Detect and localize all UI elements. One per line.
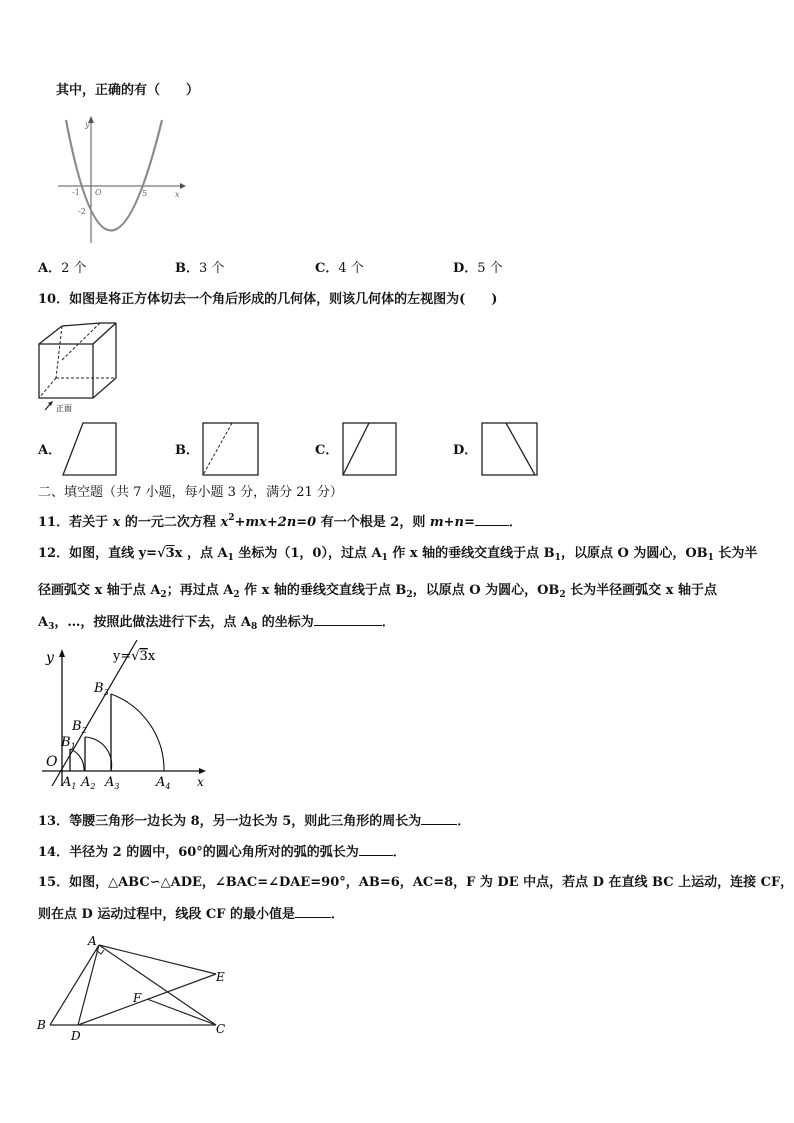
q10-option-a-figure bbox=[61, 421, 119, 477]
cube-edge bbox=[93, 323, 116, 344]
option-c: C．4 个 bbox=[315, 261, 364, 276]
segment-ad bbox=[78, 945, 99, 1025]
label-b1: $B_1$ bbox=[61, 735, 76, 751]
square bbox=[203, 423, 258, 475]
arc-2 bbox=[85, 737, 112, 771]
parabola-graph bbox=[58, 115, 190, 245]
label-f: F bbox=[133, 991, 142, 1005]
label-a1: $A_1$ bbox=[62, 775, 77, 791]
question-15-line1: 15．如图，△ABC∽△ADE，∠BAC=∠DAE=90°，AB=6，AC=8，F 为 DE 中点，若点 D 在直线 BC 上运动，连接 CF， bbox=[38, 875, 794, 890]
segment-ab bbox=[50, 945, 99, 1025]
segment-ac bbox=[99, 945, 216, 1025]
question-11: 11．若关于 x 的一元二次方程 $x^2+mx+2n=0$ 有一个根是 2，则 m+n= ． bbox=[38, 513, 522, 530]
answer-blank bbox=[475, 513, 509, 526]
trapezoid bbox=[63, 423, 116, 475]
x-axis-arrow bbox=[199, 768, 206, 774]
tick-neg1: -1 bbox=[72, 188, 80, 197]
answer-blank bbox=[421, 812, 457, 825]
section-title: 二、填空题（共 7 小题，每小题 3 分，满分 21 分） bbox=[38, 485, 343, 500]
q10-option-b-figure bbox=[201, 421, 260, 477]
solid-line bbox=[343, 423, 369, 475]
label-e: E bbox=[216, 970, 225, 984]
cube-edge bbox=[62, 323, 100, 326]
x-axis-label: x bbox=[197, 775, 204, 789]
origin-label: O bbox=[95, 188, 102, 197]
label-b2: $B_2$ bbox=[72, 719, 87, 735]
q10-option-d-figure bbox=[480, 421, 539, 477]
label-b: B bbox=[37, 1018, 46, 1032]
cut-cube-figure bbox=[36, 320, 126, 416]
line-equation-label: y=√3x bbox=[113, 649, 156, 664]
segment-ae bbox=[99, 945, 216, 974]
origin-label: O bbox=[46, 754, 58, 770]
hidden-edge bbox=[39, 378, 56, 398]
arc-sequence-figure bbox=[40, 640, 215, 792]
q10-option-a-label: A． bbox=[38, 443, 62, 458]
dashed-line bbox=[203, 423, 232, 475]
question-14: 14．半径为 2 的圆中，60°的圆心角所对的弧的弧长为 ． bbox=[38, 845, 406, 860]
tick-5: 5 bbox=[142, 189, 148, 198]
cube-front-face bbox=[39, 344, 93, 398]
label-a: A bbox=[88, 934, 97, 948]
label-a2: $A_2$ bbox=[81, 775, 96, 791]
label-c: C bbox=[216, 1022, 226, 1036]
question-15-line2: 则在点 D 运动过程中，线段 CF 的最小值是 ． bbox=[38, 907, 344, 922]
label-b3: $B_3$ bbox=[94, 681, 109, 697]
label-a4: $A_4$ bbox=[156, 775, 171, 791]
hidden-edge bbox=[62, 323, 100, 360]
q10-option-d-label: D． bbox=[453, 443, 478, 458]
solid-line bbox=[506, 423, 535, 475]
segment-cf bbox=[147, 999, 216, 1025]
answer-blank bbox=[359, 843, 393, 856]
cube-edge bbox=[39, 326, 62, 344]
label-d: D bbox=[71, 1029, 81, 1043]
question-12-line1: 12．如图，直线 y=√3x ，点 $A_1$ 坐标为（1，0），过点 $A_1$ 作 x 轴的垂线交直线于点 $B_1$，以原点 O 为圆心，$OB_1$ 长为半 bbox=[38, 546, 758, 563]
similar-triangles-figure bbox=[33, 932, 233, 1048]
question-12-line2: 径画弧交 x 轴于点 $A_2$；再过点 $A_2$ 作 x 轴的垂线交直线于点 $B_2$，以原点 O 为圆心，$OB_2$ 长为半径画弧交 x 轴于点 bbox=[38, 583, 717, 600]
label-a3: $A_3$ bbox=[105, 775, 120, 791]
question-12-line3: $A_3$，…，按照此做法进行下去，点 $A_8$ 的坐标为 ． bbox=[38, 615, 395, 632]
arc-3 bbox=[111, 694, 164, 771]
option-d: D．5 个 bbox=[453, 261, 503, 276]
option-b: B．3 个 bbox=[175, 261, 225, 276]
x-axis-arrow bbox=[180, 183, 186, 189]
q10-option-c-label: C． bbox=[315, 443, 339, 458]
q10-option-c-figure bbox=[341, 421, 398, 477]
answer-blank bbox=[295, 905, 331, 918]
question-10-stem: 10．如图是将正方体切去一个角后形成的几何体，则该几何体的左视图为( ) bbox=[38, 292, 498, 307]
front-label: 正面 bbox=[56, 404, 72, 413]
y-axis-label: y bbox=[85, 120, 90, 129]
tick-neg2: -2 bbox=[78, 207, 86, 216]
y-axis-arrow bbox=[59, 649, 65, 657]
square bbox=[343, 423, 396, 475]
question-continuation: 其中，正确的有（ ） bbox=[56, 83, 200, 98]
y-axis-label: y bbox=[46, 650, 54, 666]
question-13: 13．等腰三角形一边长为 8，另一边长为 5，则此三角形的周长为 ． bbox=[38, 814, 471, 829]
q10-option-b-label: B． bbox=[175, 443, 199, 458]
answer-blank bbox=[314, 613, 382, 626]
x-axis-label: x bbox=[175, 190, 180, 199]
square bbox=[482, 423, 537, 475]
hidden-edge bbox=[56, 326, 62, 378]
option-a: A．2 个 bbox=[38, 261, 87, 276]
cube-edge bbox=[93, 378, 116, 398]
